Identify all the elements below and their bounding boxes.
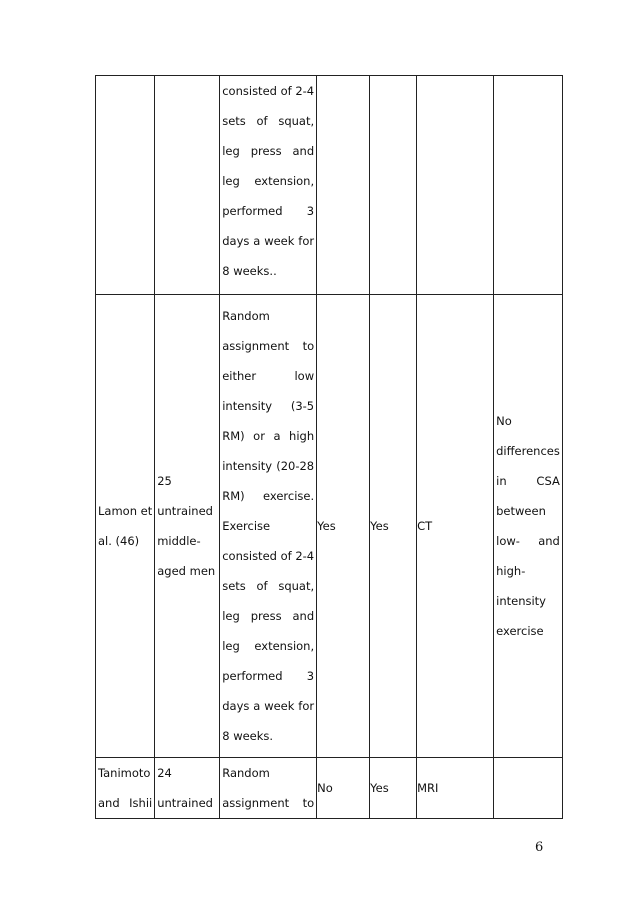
cell-line: consisted of 2-4 [222,84,315,98]
cell-line: untrained [157,504,213,518]
findings-cell [494,295,563,758]
table-cell: Yes [370,295,417,758]
cell-line: high- [496,564,526,578]
table-cell [494,758,563,819]
cell-line: aged men [157,564,216,578]
cell-line: either low [222,369,315,383]
table-cell [494,76,563,295]
cell-line: untrained [157,796,213,810]
subjects-cell [155,758,220,819]
cell-line: 25 [157,474,172,488]
cell-line: leg press and [222,609,315,623]
cell-line: al. (46) [98,534,140,548]
cell-line: assignment to [222,339,315,353]
cell-line: leg extension, [222,639,315,653]
method-cell: CT [417,295,494,758]
cell-line: RM) exercise. [222,489,315,503]
protocol-cell [220,758,317,819]
table-cell [370,76,417,295]
cell-line: leg press and [222,144,315,158]
cell-line: intensity (20-28 [222,459,315,473]
table-cell: Yes [317,295,370,758]
table-cell [155,76,220,295]
cell-line: low- and [496,534,560,548]
cell-line: sets of squat, [222,114,315,128]
study-table [95,75,563,819]
cell-line: RM) or a high [222,429,315,443]
cell-line: in CSA [496,474,560,488]
protocol-cell [220,295,317,758]
table-cell: No [317,758,370,819]
cell-line: days a week for [222,699,315,713]
cell-line: Tanimoto [98,766,151,780]
cell-line: No [496,414,512,428]
cell-line: consisted of 2-4 [222,549,315,563]
cell-line: performed 3 [222,204,315,218]
subjects-cell [155,295,220,758]
table-cell [417,76,494,295]
cell-line: intensity (3-5 [222,399,315,413]
cell-line: intensity [496,594,546,608]
table-cell [96,76,155,295]
cell-line: 8 weeks.. [222,264,277,278]
cell-line: 8 weeks. [222,729,274,743]
protocol-cell [220,76,317,295]
cell-line: Random [222,766,270,780]
cell-line: Lamon et [98,504,153,518]
cell-line: exercise [496,624,544,638]
cell-line: leg extension, [222,174,315,188]
study-cell [96,758,155,819]
method-cell: MRI [417,758,494,819]
cell-line: differences [496,444,560,458]
cell-line: and Ishii [98,796,153,810]
table-row [96,295,563,758]
cell-line: Exercise [222,519,271,533]
cell-line: sets of squat, [222,579,315,593]
cell-line: Random [222,309,270,323]
table-row [96,758,563,819]
cell-line: assignment to [222,796,315,810]
cell-line: between [496,504,546,518]
table-cell: Yes [370,758,417,819]
cell-line: days a week for [222,234,315,248]
cell-line: 24 [157,766,172,780]
cell-line: performed 3 [222,669,315,683]
table-cell [317,76,370,295]
page-number: 6 [535,840,544,855]
cell-line: middle- [157,534,201,548]
study-cell [96,295,155,758]
table-row [96,76,563,295]
